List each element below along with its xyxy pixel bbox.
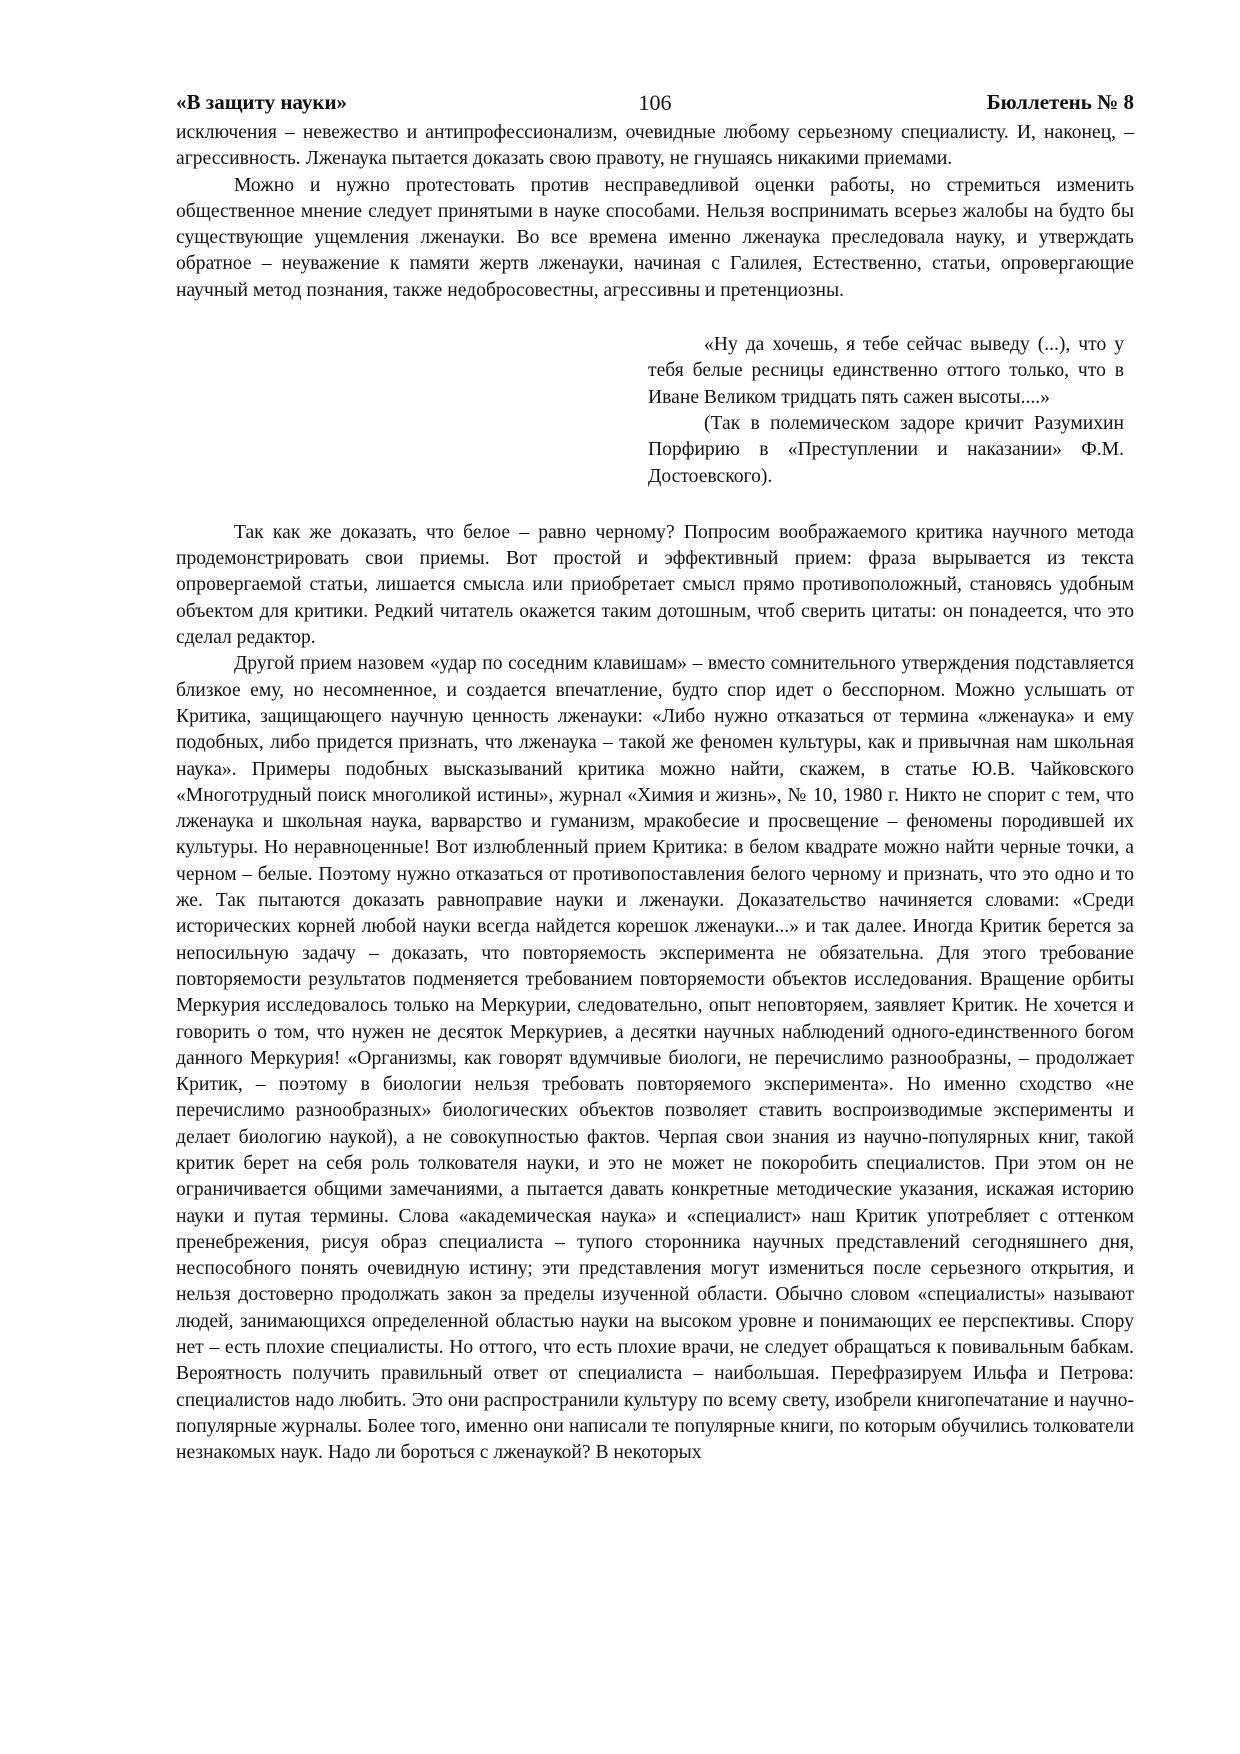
epigraph [648,332,1124,490]
epigraph-attribution: (Так в полемическом задоре кричит Разумихин Порфирию в «Преступлении и наказании» Ф.М. Достоевского). [648,412,1124,487]
page-number: 106 [638,90,672,115]
paragraph-continuation: исключения – невежество и антипрофессионализм, очевидные любому серьезному специалисту. И, наконец, – агрессивность. Лженаука пытается доказать свою правоту, не гнушаясь никакими приемами. [176,122,1134,170]
body-text [176,120,1134,1467]
paragraph-white-black: Так как же доказать, что белое – равно черному? Попросим воображаемого критика научного метода продемонстрировать свои приемы. Вот простой и эффективный прием: фраза вырывается из текста опровергаемой статьи, лишается смысла или приобретает смысл прямо противоположный, становясь удобным объектом для критики. Редкий читатель окажется таким дотошным, чтоб сверить цитаты: он понадеется, что это сделал редактор. [176,521,1134,649]
header-journal-title: «В защиту науки» [176,90,348,114]
epigraph-quote: «Ну да хочешь, я тебе сейчас выведу (...), что у тебя белые ресницы единственно оттого только, что в Иване Великом тридцать пять сажен высоты....» [648,334,1124,408]
header-bulletin-number: Бюллетень № 8 [986,90,1134,114]
document-page [176,84,1134,1467]
paragraph-protest: Можно и нужно протестовать против несправедливой оценки работы, но стремиться изменить общественное мнение следует принятыми в науке способами. Нельзя воспринимать всерьез жалобы на будто бы существующие ущемления лженауки. Во все времена именно лженаука преследовала науку, и утверждать обратное – неуважение к памяти жертв лженауки, начиная с Галилея, Естественно, статьи, опровергающие научный метод познания, также недобросовестны, агрессивны и претенциозны. [176,174,1134,301]
running-header [176,84,1134,120]
paragraph-neighbor-keys: Другой прием назовем «удар по соседним клавишам» – вместо сомнительного утверждения подставляется близкое ему, но несомненное, и создается впечатление, будто спор идет о бесспорном. Можно услышать от Критика, защищающего научную ценность лженауки: «Либо нужно отказаться от термина «лженаука» и ему подобных, либо придется признать, что лженаука – такой же феномен культуры, как и привычная нам школьная наука». Примеры подобных высказываний критика можно найти, скажем, в статье Ю.В. Чайковского «Многотрудный поиск многоликой истины», журнал «Химия и жизнь», № 10, 1980 г. Никто не спорит с тем, что лженаука и школьная наука, варварство и гуманизм, мракобесие и просвещение – феномены породившей их культуры. Но неравноценные! Вот излюбленный прием Критика: в белом квадрате можно найти черные точки, а черном – белые. Поэтому нужно отказаться от противопоставления белого черному и признать, что это одно и то же. Так пытаются доказать равноправие науки и лженауки. Доказательство начиняется словами: «Среди исторических корней любой науки всегда найдется корешок лженауки...» и так далее. Иногда Критик берется за непосильную задачу – доказать, что повторяемость эксперимента не обязательна. Для этого требование повторяемости результатов подменяется требованием повторяемости объектов исследования. Вращение орбиты Меркурия исследовалось только на Меркурии, следовательно, опыт неповторяем, заявляет Критик. Не хочется и говорить о том, что нужен не десяток Меркуриев, а десятки научных наблюдений одного-единственного богом данного Меркурия! «Организмы, как говорят вдумчивые биологи, не перечислимо разнообразны, – продолжает Критик, – поэтому в биологии нельзя требовать повторяемого эксперимента». Но именно сходство «не перечислимо разнообразных» биологических объектов позволяет ставить воспроизводимые эксперименты и делает биологию наукой), а не совокупностью фактов. Черпая свои знания из научно-популярных книг, такой критик берет на себя роль толкователя науки, и это не может не покоробить специалистов. При этом он не ограничивается общими замечаниями, а пытается давать конкретные методические указания, искажая историю науки и путая термины. Слова «академическая наука» и «специалист» наш Критик употребляет с оттенком пренебрежения, рисуя образ специалиста – тупого сторонника научных представлений сегодняшнего дня, неспособного понять очевидную истину; эти представления могут измениться после серьезного открытия, и нельзя достоверно продолжать закон за пределы изученной области. Обычно словом «специалисты» называют людей, занимающихся определенной областью науки на высоком уровне и понимающих ее перспективы. Спору нет – есть плохие специалисты. Но оттого, что есть плохие врачи, не следует обращаться к повивальным бабкам. Вероятность получить правильный ответ от специалиста – наибольшая. Перефразируем Ильфа и Петрова: специалистов надо любить. Это они распространили культуру по всему свету, изобрели книгопечатание и научно-популярные журналы. Более того, именно они написали те популярные книги, по которым обучились толкователи незнакомых наук. Надо ли бороться с лженаукой? В некоторых [176,653,1134,1464]
